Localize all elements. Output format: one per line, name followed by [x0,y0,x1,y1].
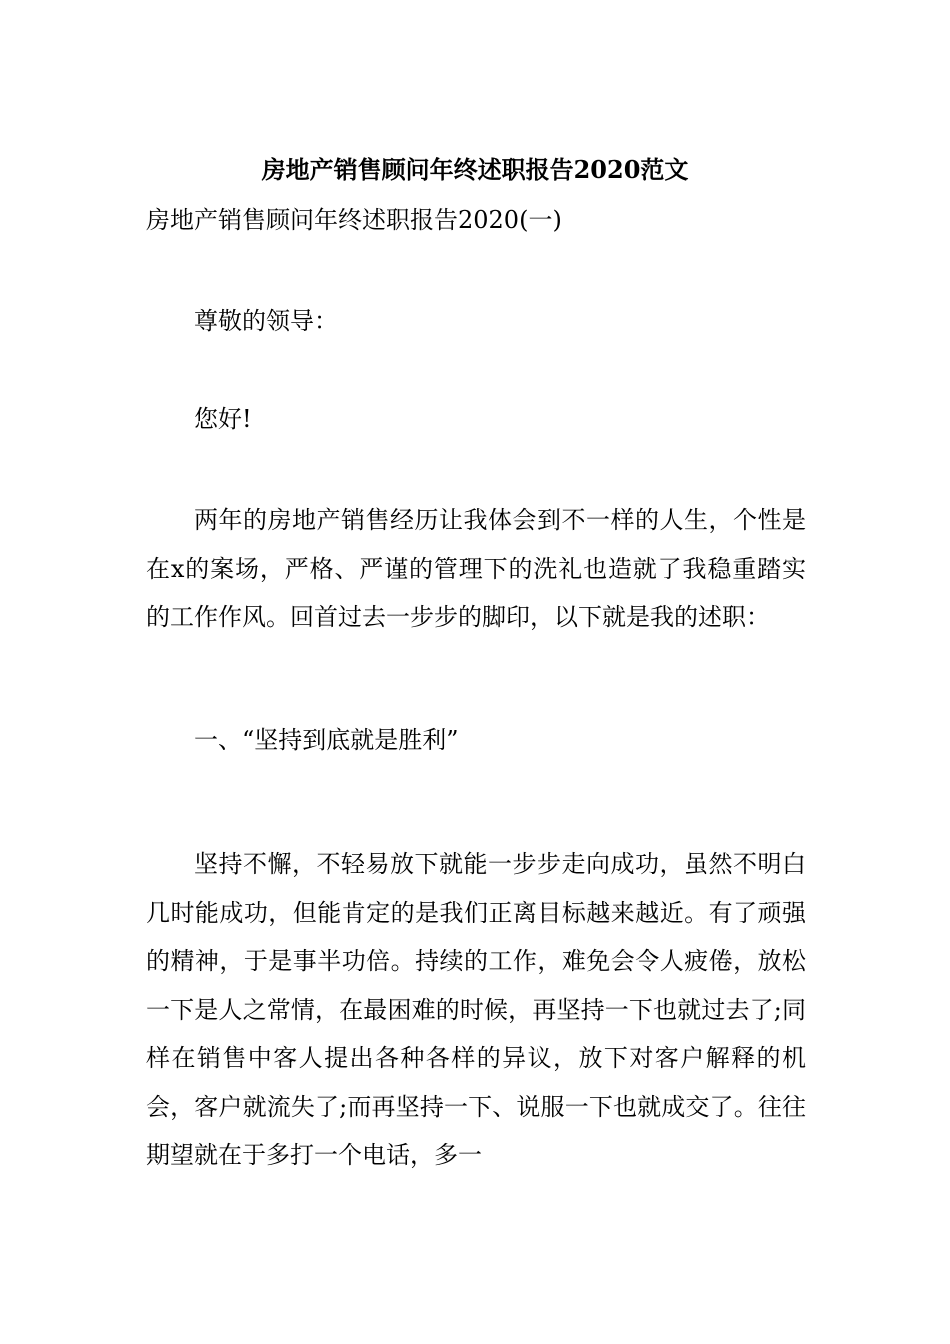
document-subtitle: 房地产销售顾问年终述职报告2020(一) [146,206,562,234]
greeting-paragraph: 您好! [194,405,252,433]
intro-paragraph: 两年的房地产销售经历让我体会到不一样的人生，个性是在x的案场，严格、严谨的管理下的洗礼也造就了我稳重踏实的工作作风。回首过去一步步的脚印，以下就是我的述职： [146,506,806,631]
document-title: 房地产销售顾问年终述职报告2020范文 [261,155,689,184]
section-heading-1: 一、“坚持到底就是胜利” [194,726,459,754]
section-1-paragraph: 坚持不懈，不轻易放下就能一步步走向成功，虽然不明白几时能成功，但能肯定的是我们正离目标越来越近。有了顽强的精神，于是事半功倍。持续的工作，难免会令人疲倦，放松一下是人之常情，在最困难的时候，再坚持一下也就过去了;同样在销售中客人提出各种各样的异议，放下对客户解释的机会，客户就流失了;而再坚持一下、说服一下也就成交了。往往期望就在于多打一个电话，多一 [146,850,806,1169]
salutation-paragraph: 尊敬的领导： [194,307,338,335]
